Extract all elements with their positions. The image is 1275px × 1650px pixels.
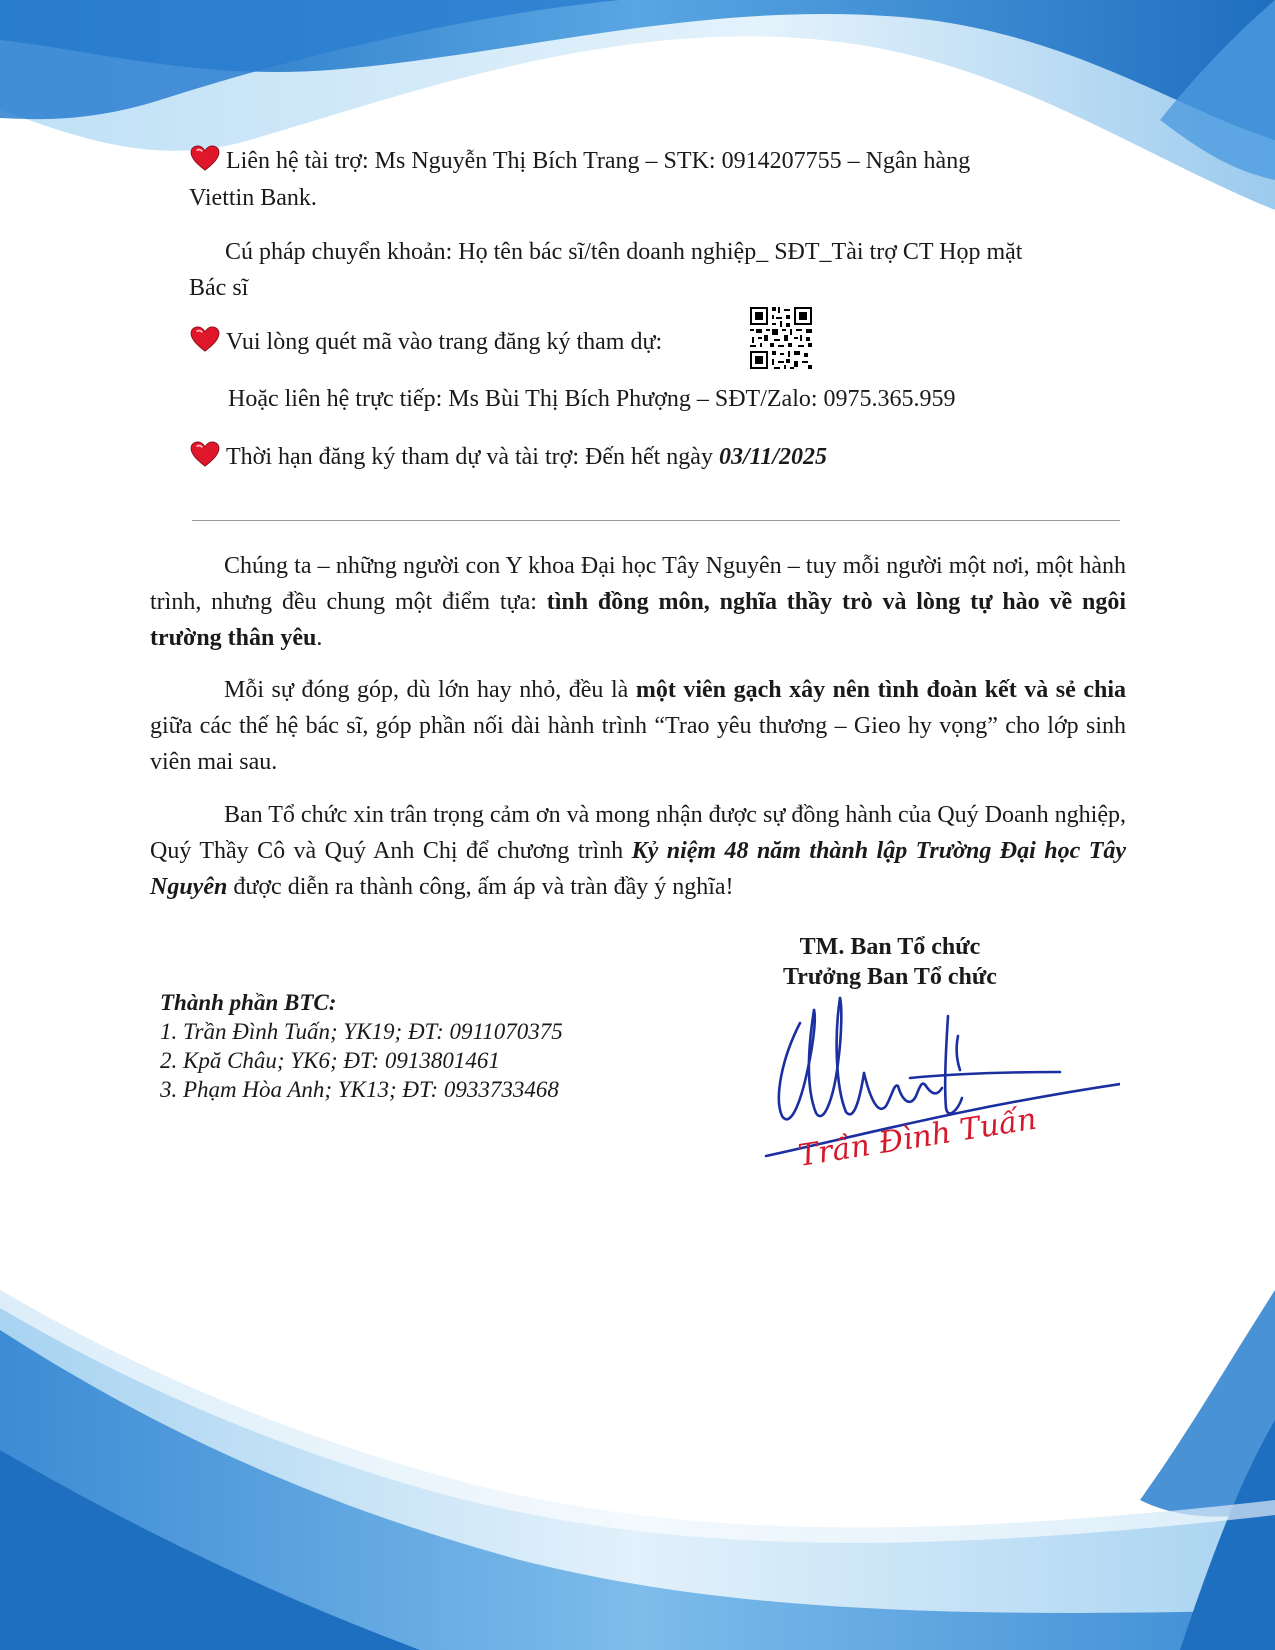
section-divider xyxy=(192,520,1120,521)
paragraph-3 xyxy=(150,797,1126,905)
scan-qr-line xyxy=(190,324,662,360)
p2-text-a: Mỗi sự đóng góp, dù lớn hay nhỏ, đều là xyxy=(224,677,636,703)
btc-heading: Thành phần BTC: xyxy=(160,990,337,1015)
signature-title-1: TM. Ban Tổ chức xyxy=(799,934,981,960)
p2-text-c: giữa các thế hệ bác sĩ, góp phần nối dài hành trình “Trao yêu thương – Gieo hy vọng” cho lớp sinh viên mai sau. xyxy=(150,713,1126,775)
p2-bold: một viên gạch xây nên tình đoàn kết và sẻ chia xyxy=(635,677,1127,703)
registration-qr-code[interactable] xyxy=(748,305,814,371)
heart-icon xyxy=(190,145,220,171)
p3-bold-italic: Kỷ niệm 48 năm thành lập Trường Đại học Tây Nguyên xyxy=(150,838,1127,900)
sponsor-contact-cont: Viettin Bank. xyxy=(189,185,317,211)
p1-text-a: Chúng ta – những người con Y khoa Đại học Tây Nguyên – tuy mỗi người một nơi, một hành trình, nhưng đều chung một điểm tựa: xyxy=(150,553,1126,615)
p1-text-c: . xyxy=(316,625,323,651)
paragraph-1 xyxy=(150,548,1126,656)
scan-qr-text: Vui lòng quét mã vào trang đăng ký tham dự: xyxy=(226,329,663,355)
deadline-line xyxy=(190,439,827,475)
p3-text-a: Ban Tổ chức xin trân trọng cảm ơn và mong nhận được sự đồng hành của Quý Doanh nghiệp, Quý Thầy Cô và Quý Anh Chị để chương trình xyxy=(150,802,1126,864)
direct-contact-line: Hoặc liên hệ trực tiếp: Ms Bùi Thị Bích Phượng – SĐT/Zalo: 0975.365.959 xyxy=(228,386,956,412)
p3-text-c: được diễn ra thành công, ấm áp và tràn đầy ý nghĩa! xyxy=(227,874,734,900)
signature-name: Trần Đình Tuấn xyxy=(795,1101,1039,1174)
sponsor-contact-text: Liên hệ tài trợ: Ms Nguyễn Thị Bích Trang – STK: 0914207755 – Ngân hàng xyxy=(226,148,971,174)
deadline-date: 03/11/2025 xyxy=(718,444,827,470)
btc-member: 3. Phạm Hòa Anh; YK13; ĐT: 0933733468 xyxy=(160,1077,559,1102)
deadline-text: Thời hạn đăng ký tham dự và tài trợ: Đến hết ngày xyxy=(226,444,719,470)
signature-title-2: Trưởng Ban Tổ chức xyxy=(783,964,997,990)
btc-member: 1. Trần Đình Tuấn; YK19; ĐT: 0911070375 xyxy=(160,1019,563,1044)
p1-bold: tình đồng môn, nghĩa thầy trò và lòng tự hào về ngôi trường thân yêu xyxy=(150,589,1126,651)
transfer-syntax-line1: Cú pháp chuyển khoản: Họ tên bác sĩ/tên doanh nghiệp_ SĐT_Tài trợ CT Họp mặt xyxy=(225,239,1023,265)
heart-icon xyxy=(190,326,220,352)
paragraph-2 xyxy=(150,672,1126,780)
heart-icon xyxy=(190,441,220,467)
btc-member: 2. Kpă Châu; YK6; ĐT: 0913801461 xyxy=(160,1048,500,1073)
sponsor-contact-line xyxy=(190,143,970,179)
handwritten-signature xyxy=(760,988,1120,1178)
btc-members xyxy=(160,988,563,1104)
transfer-syntax-line2: Bác sĩ xyxy=(189,275,249,301)
